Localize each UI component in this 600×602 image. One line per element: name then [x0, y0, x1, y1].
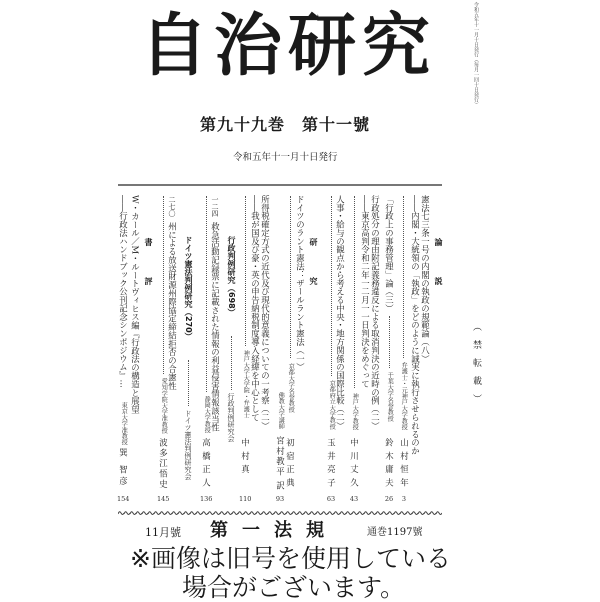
leader-dots [231, 336, 232, 390]
entry-title: W・カール／M・ルートヴィヒス編『行政法の構造と展望 [130, 195, 141, 414]
magazine-title: 自治研究 [140, 6, 437, 86]
entry-affiliation: 神戸大学教授 [351, 393, 359, 431]
entry-title: 州による放送財源州際協定締結拒否の合憲性 [167, 222, 178, 390]
series-heading: 行政判例研究（698） [227, 236, 236, 317]
publisher-logo: 第一法規 [210, 520, 338, 541]
serial-number: 通巻1197號 [367, 527, 423, 538]
series-author: ドイツ憲法判例研究会 [184, 410, 192, 480]
series-heading: ドイツ憲法判例研究（270） [184, 236, 193, 341]
entry-author: 初宿正典 [285, 438, 296, 492]
section-heading-ronsetsu: 論説 [434, 238, 443, 316]
entry-author: 鈴木庸夫 [384, 438, 395, 492]
leader-dots [354, 196, 355, 388]
volume-issue: 第九十九巻 第十一號 [200, 115, 371, 134]
image-notice-line2: 場合がございます。 [182, 573, 406, 602]
leader-dots [331, 196, 332, 376]
entry-affiliation: 静岡大学教授 [203, 396, 211, 434]
wavy-divider [118, 510, 442, 516]
top-divider [118, 184, 442, 186]
leader-dots [389, 316, 390, 368]
translator-mark: 訳 [275, 481, 286, 490]
entry-affiliation: 千葉大学名誉教授 [386, 372, 394, 422]
entry-title: 人事・給与の観点から考える中央・地方関係の国際比較（二） [335, 195, 346, 430]
case-number: 二七〇 [168, 196, 176, 217]
entry-subtitle: ――内閣・大統領の「執政」をどのように誠実に執行させられるのか [410, 195, 421, 456]
side-publication-note: 令和五年十一月十日発行（毎月一回十日発行） [473, 2, 479, 107]
entry-page: 3 [401, 495, 407, 503]
case-number: 一二四 [211, 196, 219, 217]
entry-title: 行政処分の理由附記義務違反による取消判決の近時の例（二） [370, 195, 381, 430]
entry-subtitle: ――行政法ハンドブック公刊記念シンポジウム』… [118, 195, 129, 388]
leader-dots [163, 196, 164, 374]
entry-author: 玉井亮子 [326, 438, 337, 492]
entry-title: 救急活動記録票に記載された情報の利益侵害情報該当性 [210, 222, 221, 432]
entry-subtitle: ――東京高判令和二年一二月一一日判決をめぐって [360, 195, 371, 388]
entry-title: 所得税確定方式の近代及び現代的意義についての一考察（二） [260, 195, 271, 430]
leader-dots [403, 196, 404, 358]
entry-affiliation: 京都大学名誉教授 [287, 363, 295, 413]
entry-page: 63 [326, 495, 336, 503]
entry-author: 中村真 [240, 438, 251, 479]
entry-title: ドイツのラント憲法：ザールラント憲法（一） [295, 195, 306, 372]
entry-author: 中川丈久 [349, 438, 360, 492]
leader-dots [290, 196, 291, 358]
entry-page: 43 [349, 495, 359, 503]
entry-affiliation: 東京大学准教授 [120, 402, 128, 446]
entry-translator: 宮村教平 [275, 436, 286, 478]
issue-month: 11月號 [145, 526, 181, 539]
entry-co-affiliation: 佛教大学講師 [277, 392, 285, 430]
section-heading-shohyo: 書評 [144, 238, 153, 316]
entry-title: 「行政上の事務管理」論（三） [384, 195, 395, 313]
entry-page: 145 [157, 495, 170, 503]
entry-page: 26 [384, 495, 394, 503]
entry-page: 154 [117, 495, 130, 503]
entry-page: 110 [239, 495, 252, 503]
entry-affiliation: 神戸大学大学院・弁護士 [242, 350, 250, 419]
issue-date: 令和五年十一月十日発行 [233, 152, 338, 163]
entry-affiliation: 愛知学院大学准教授 [160, 378, 168, 434]
entry-subtitle: ――我が国及び豪・英の申告納税制度導入経緯を中心として [250, 195, 261, 422]
entry-affiliation: 京都府立大学教授 [328, 380, 336, 430]
series-author: 行政判例研究会 [227, 393, 235, 442]
entry-author: 波多江悟史 [158, 438, 169, 490]
entry-page: 136 [200, 495, 213, 503]
entry-affiliation: 弁護士・元神戸大学教授 [400, 362, 408, 431]
entry-author: 巽 智彦 [118, 448, 129, 488]
section-heading-kenkyu: 研究 [309, 238, 318, 316]
no-reprint-notice: （禁転載） [471, 322, 481, 412]
image-notice-line1: ※画像は旧号を使用している [130, 544, 451, 573]
entry-page: 93 [275, 495, 285, 503]
entry-author: 高橋正人 [201, 438, 212, 492]
entry-title: 憲法七三条一号の内閣の執政の規範論（八） [420, 195, 431, 363]
leader-dots [206, 196, 207, 392]
leader-dots [188, 360, 189, 406]
leader-dots [245, 196, 246, 346]
entry-author: 山村恒年 [399, 438, 410, 492]
